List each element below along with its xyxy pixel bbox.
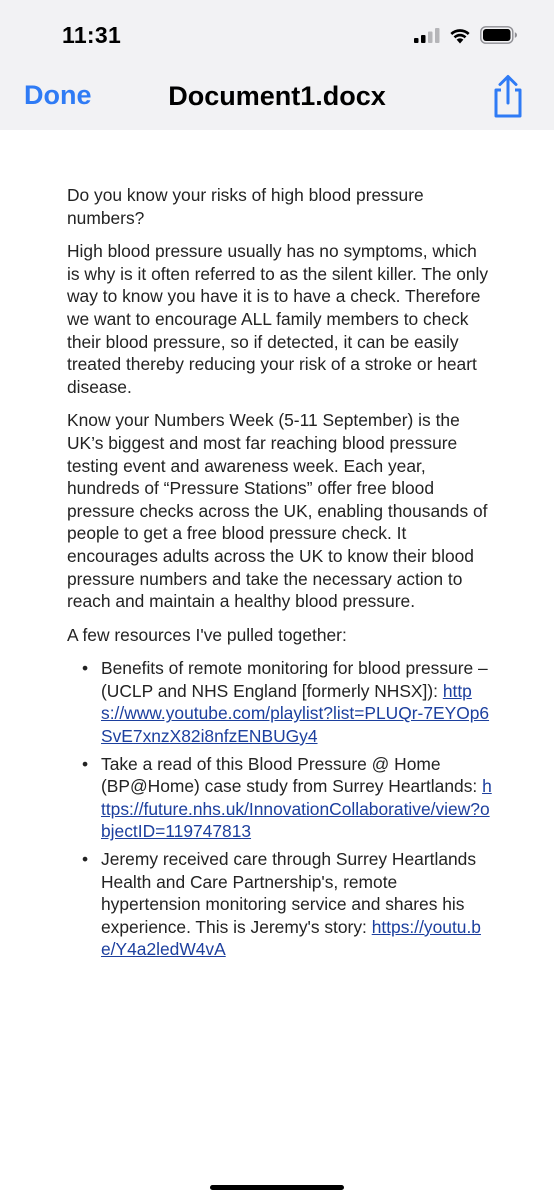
paragraph-question: Do you know your risks of high blood pressure numbers? bbox=[67, 185, 424, 228]
status-time: 11:31 bbox=[62, 22, 122, 48]
resource-text: Take a read of this Blood Pressure @ Home (BP@Home) case study from Surrey Heartlands: bbox=[101, 753, 483, 797]
document-title: Document1.docx bbox=[168, 81, 386, 111]
battery-icon bbox=[480, 26, 518, 44]
list-item bbox=[67, 848, 492, 961]
youtube-playlist-link[interactable]: https://www.youtube.com/playlist?list=PLUQr-7EYOp6SvE7xnzX82i8nfzENBUGy4 bbox=[101, 680, 490, 747]
list-item bbox=[67, 753, 492, 843]
bullet: • bbox=[82, 849, 89, 870]
share-icon bbox=[488, 72, 528, 120]
list-item bbox=[67, 657, 492, 747]
bullet: • bbox=[82, 753, 89, 774]
paragraph-know-your-numbers: Know your Numbers Week (5-11 September) is the UK’s biggest and most far reaching blood pressure testing event and awareness week. Each year, hundreds of “Pressure Stations” offer free blood pressure checks across the UK, enabling thousands of people to get a free blood pressure check. It encourages adults across the UK to know their blood pressure numbers and take the necessary action to reach and maintain a healthy blood pressure. bbox=[67, 410, 488, 612]
paragraph-resources-intro: A few resources I've pulled together: bbox=[67, 624, 347, 645]
cellular-signal-icon bbox=[414, 27, 440, 43]
future-nhs-link[interactable]: https://future.nhs.uk/InnovationCollaborative/view?objectID=119747813 bbox=[101, 776, 492, 842]
resource-text: Jeremy received care through Surrey Heartlands Health and Care Partnership's, remote hypertension monitoring service and shares his experience. This is Jeremy's story: bbox=[101, 849, 477, 937]
bullet: • bbox=[82, 658, 89, 679]
resource-text: Benefits of remote monitoring for blood pressure – (UCLP and NHS England [formerly NHSX]): bbox=[101, 658, 488, 701]
home-indicator[interactable] bbox=[210, 1185, 344, 1190]
resources-list bbox=[67, 657, 492, 961]
paragraph-symptoms: High blood pressure usually has no symptoms, which is why is it often referred to as the silent killer. The only way to know you have it is to have a check. Therefore we want to encourage ALL family members to check their blood pressure, so if detected, it can be easily treated thereby reducing your risk of a stroke or heart disease. bbox=[67, 241, 489, 397]
document-body[interactable] bbox=[0, 130, 554, 1200]
status-icons bbox=[414, 26, 518, 44]
youtu-be-link[interactable]: https://youtu.be/Y4a2ledW4vA bbox=[101, 916, 481, 960]
status-bar bbox=[0, 0, 554, 62]
done-button[interactable]: Done bbox=[24, 80, 92, 110]
nav-bar bbox=[0, 62, 554, 131]
share-button[interactable] bbox=[488, 72, 528, 120]
document-content bbox=[67, 184, 492, 966]
wifi-icon bbox=[448, 26, 472, 44]
